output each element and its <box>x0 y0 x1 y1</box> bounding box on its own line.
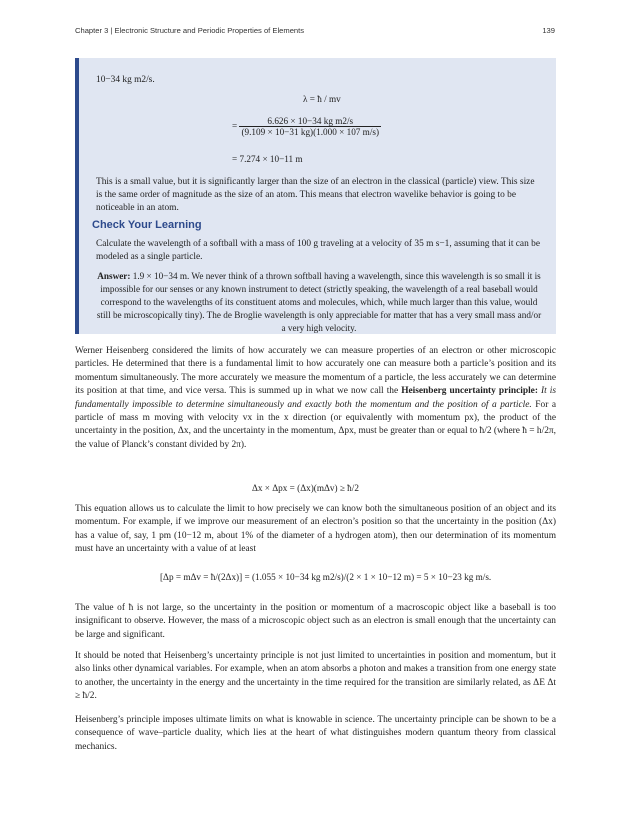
paragraph-conclusion: Heisenberg’s principle imposes ultimate limits on what is knowable in science. The uncertainty principle can be shown to be a consequence of wave–particle duality, which lies at the heart of what distinguishes modern quantum theory from classical mechanics. <box>75 715 556 752</box>
principle-term: Heisenberg uncertainty principle: <box>401 386 538 397</box>
answer-text: 1.9 × 10−34 m. We never think of a thrown softball having a wavelength, since this wavelength is so small it is impossible for our senses or any known instrument to detect (strictly speaking, the wavelength of a real baseball would correspond to the wavelengths of its constituent atoms and molecules, which, while much larger than this value, would still be microscopically tiny). The de Broglie wavelength is only appreciable for matter that has a very small mass and/or a very high velocity. <box>96 271 542 333</box>
example-box <box>75 58 556 334</box>
conclusion-text: This is a small value, but it is significantly larger than the size of an electron in the classical (particle) view. This size is the same order of magnitude as the size of an atom. This means that electron wavelike behavior is going to be noticeable in an atom. <box>96 177 535 214</box>
equation-step1-denominator: (9.109 × 10−31 kg)(1.000 × 107 m/s) <box>241 127 380 137</box>
paragraph-limit: This equation allows us to calculate the limit to how precisely we can know both the simultaneous position of an object and its momentum. For example, if we improve our measurement of an electron’s position so that the uncertainty in the position (Δx) has a value of, say, 1 pm (10−12 m, about 1% of the diameter of a hydrogen atom), then our determination of its momentum must have an uncertainty with a value of at least <box>75 504 556 555</box>
equation-step1: = $\frac{\text{6.626 × 10−34 kg m2/s}}{(9.109 \times 10-31 kg)(1.000 \times 107 m/s)}$ <box>232 116 380 137</box>
paragraph-heisenberg <box>75 345 556 452</box>
units-line: 10−34 kg m2/s. <box>96 75 155 85</box>
lambda-equation: λ = ħ / mv <box>303 94 341 104</box>
paragraph-intro: Werner Heisenberg considered the limits of how accurately we can measure properties of an electron or other microscopic particles. He determined that there is a fundamental limit to how accurately one can measure both a particle’s position and its momentum simultaneously. The more accurately we measure the momentum of a particle, the less accurately we can determine its position at that time, and vice versa. This is summed up in what we now call the <box>75 346 556 397</box>
check-question: Calculate the wavelength of a softball with a mass of 100 g traveling at a velocity of 35 m s−1, assuming that it can be modeled as a single particle. <box>96 239 540 263</box>
paragraph-energy-time: It should be noted that Heisenberg’s uncertainty principle is not just limited to uncertainties in position and momentum, but it also links other dynamical variables. For example, when an atom absorbs a photon and makes a transition from one energy state to another, the uncertainty in the energy and the uncertainty in the time required for the transition are similarly related, as ΔE Δt ≥ ħ/2. <box>75 651 556 702</box>
page-header <box>75 26 555 38</box>
principle-statement: It is fundamentally impossible to determine simultaneously and exactly both the momentum and the position of a particle. <box>75 386 557 410</box>
paragraph-macroscopic: The value of ħ is not large, so the uncertainty in the position or momentum of a macroscopic object like a baseball is too insignificant to observe. However, the mass of a microscopic object such as an electron is small enough that the uncertainty can be large and significant. <box>75 603 556 640</box>
answer-label: Answer: <box>97 271 131 281</box>
page-number: 139 <box>542 26 555 35</box>
answer-block <box>96 270 542 335</box>
chapter-title: Chapter 3 | Electronic Structure and Periodic Properties of Elements <box>75 26 305 35</box>
equation-step1-numerator: 6.626 × 10−34 kg m2/s <box>239 116 381 127</box>
check-your-learning-heading: Check Your Learning <box>92 219 202 231</box>
momentum-equation: [Δp = mΔv = ħ/(2Δx)] = (1.055 × 10−34 kg m2/s)/(2 × 1 × 10−12 m) = 5 × 10−23 kg m/s. <box>160 572 492 582</box>
paragraph-continuation: For a particle of mass m moving with velocity vx in the x direction (or equivalently with momentum px), the product of the uncertainty in the position, Δx, and the uncertainty in the momentum, Δpx, must be greater than or equal to ħ/2 (where ħ = h/2π, the value of Planck’s constant divided by 2π). <box>75 399 557 450</box>
uncertainty-equation: Δx × Δpx = (Δx)(mΔv) ≥ ħ/2 <box>252 483 359 493</box>
equation-result: = 7.274 × 10−11 m <box>232 154 303 164</box>
